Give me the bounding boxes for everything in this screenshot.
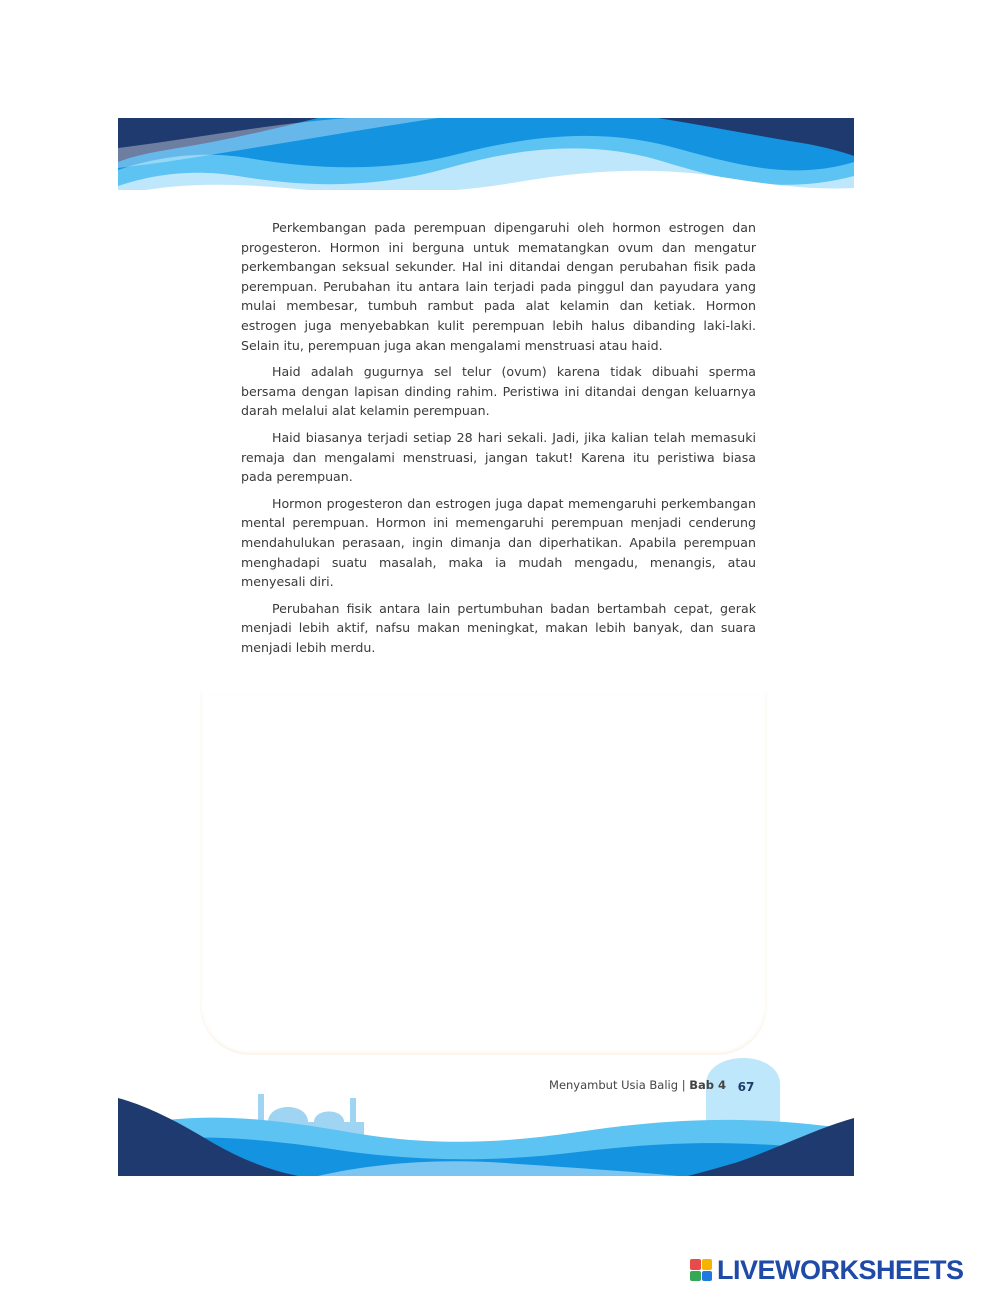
chapter-footer [549, 1078, 726, 1092]
worksheet-page [118, 118, 854, 1176]
top-wave-banner [118, 118, 854, 196]
bottom-wave-banner [118, 1058, 854, 1176]
body-text [241, 218, 756, 664]
liveworksheets-logo-icon [690, 1259, 712, 1281]
page-number: 67 [737, 1080, 755, 1094]
brand-name: LIVEWORKSHEETS [717, 1254, 964, 1285]
paragraph-2: Haid adalah gugurnya sel telur (ovum) karena tidak dibuahi sperma bersama dengan lapisan dinding rahim. Peristiwa ini ditandai dengan keluarnya darah melalui alat kelamin perempuan. [241, 364, 756, 419]
paragraph-4: Hormon progesteron dan estrogen juga dapat memengaruhi perkembangan mental perempuan. Hormon ini memengaruhi perempuan menjadi cenderung mendahulukan perasaan, ingin dimanja dan diperhatikan. Apabila perempuan menghadapi suatu masalah, maka ia mudah mengadu, menangis, atau menyesali diri. [241, 495, 756, 590]
paragraph-3: Haid biasanya terjadi setiap 28 hari sekali. Jadi, jika kalian telah memasuki remaja dan mengalami menstruasi, jangan takut! Karena itu peristiwa biasa pada perempuan. [241, 429, 756, 485]
paragraph-1: Perkembangan pada perempuan dipengaruhi oleh hormon estrogen dan progesteron. Hormon ini berguna untuk mematangkan ovum dan mengatur perkembangan seksual sekunder. Hal ini ditandai dengan perubahan fisik pada perempuan. Perubahan itu antara lain terjadi pada pinggul dan payudara yang mulai membesar, tumbuh rambut pada alat kelamin dan ketiak. Hormon estrogen juga menyebabkan kulit perempuan lebih halus dibanding laki-laki. Selain itu, perempuan juga akan mengalami menstruasi atau haid. [241, 220, 756, 353]
footer-separator: | [678, 1078, 690, 1092]
blank-answer-area [200, 693, 767, 1055]
chapter-title: Menyambut Usia Balig [549, 1078, 679, 1092]
chapter-label: Bab 4 [689, 1078, 726, 1092]
liveworksheets-brand [690, 1252, 964, 1288]
paragraph-5: Perubahan fisik antara lain pertumbuhan badan bertambah cepat, gerak menjadi lebih aktif, nafsu makan meningkat, makan lebih banyak, dan suara menjadi lebih merdu. [241, 600, 756, 655]
